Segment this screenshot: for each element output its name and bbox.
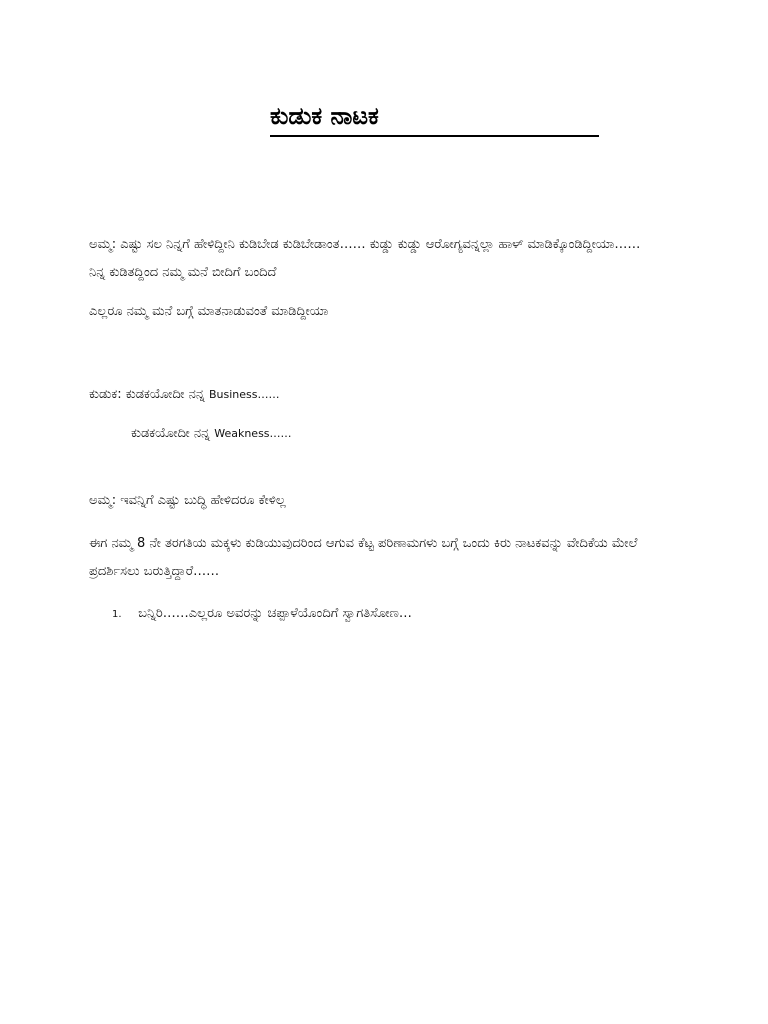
paragraph-drama-introduction: ಈಗ ನಮ್ಮ 8 ನೇ ತರಗತಿಯ ಮಕ್ಕಳು ಕುಡಿಯುವುದರಿಂದ ಆಗುವ ಕೆಟ್ಟ ಪರಿಣಾಮಗಳು ಬಗ್ಗೆ ಒಂದು ಕಿರು ನಾಟಕವನ್ನು ವೇದಿಕೆಯ ಮೇಲೆ ಪ್ರದರ್ಶಿಸಲು ಬರುತ್ತಿದ್ದಾರೆ…… bbox=[89, 536, 638, 579]
title-underline bbox=[270, 135, 599, 137]
drunkard-line-business-english: Business…… bbox=[208, 388, 280, 401]
list-item-number: 1. bbox=[112, 609, 122, 620]
drunkard-line-weakness-kannada: ಕುಡಕಯೋದೀ ನನ್ನ bbox=[131, 426, 211, 441]
drunkard-line-weakness bbox=[131, 424, 292, 444]
document-title: ಕುಡುಕ ನಾಟಕ bbox=[270, 102, 379, 130]
drunkard-line-business-kannada: ಕುಡುಕ: ಕುಡಕಯೋದೀ ನನ್ನ bbox=[89, 387, 205, 402]
list-item-text: ಬನ್ನಿರಿ……ಎಲ್ಲರೂ ಅವರನ್ನು ಚಪ್ಪಾಳೆಯೊಂದಿಗೆ ಸ್ವಾಗತಿಸೋಣ… bbox=[138, 606, 412, 621]
list-item-welcome bbox=[112, 604, 412, 625]
paragraph-mother-scolding: ಅಮ್ಮ: ಎಷ್ಟು ಸಲ ನಿನ್ನಗೆ ಹೇಳಿದ್ದೀನಿ ಕುಡಿಬೇಡ ಕುಡಿಬೇಡಾಂತ…… ಕುಡ್ಡು ಕುಡ್ಡು ಆರೋಗ್ಯವನ್ನಲ್ಲಾ ಹಾಳ್ ಮಾಡಿಕ್ಕೊಂಡಿದ್ದೀಯಾ…… ನಿನ್ನ ಕುಡಿತದ್ದಿಂದ ನಮ್ಮ ಮನೆ ಬೀದಿಗೆ ಬಂದಿದೆ bbox=[89, 237, 641, 280]
paragraph-everyone-talking: ಎಲ್ಲರೂ ನಮ್ಮ ಮನೆ ಬಗ್ಗೆ ಮಾತನಾಡುವಂತೆ ಮಾಡಿದ್ದೀಯಾ bbox=[89, 304, 329, 319]
drunkard-line-weakness-english: Weakness…… bbox=[214, 427, 292, 440]
paragraph-mother-not-listening: ಅಮ್ಮ: ಇವನ್ನಿಗೆ ಎಷ್ಟು ಬುದ್ಧಿ ಹೇಳಿದರೂ ಕೇಳಿಲ್ಲ bbox=[89, 493, 286, 508]
drunkard-line-business bbox=[89, 385, 280, 405]
